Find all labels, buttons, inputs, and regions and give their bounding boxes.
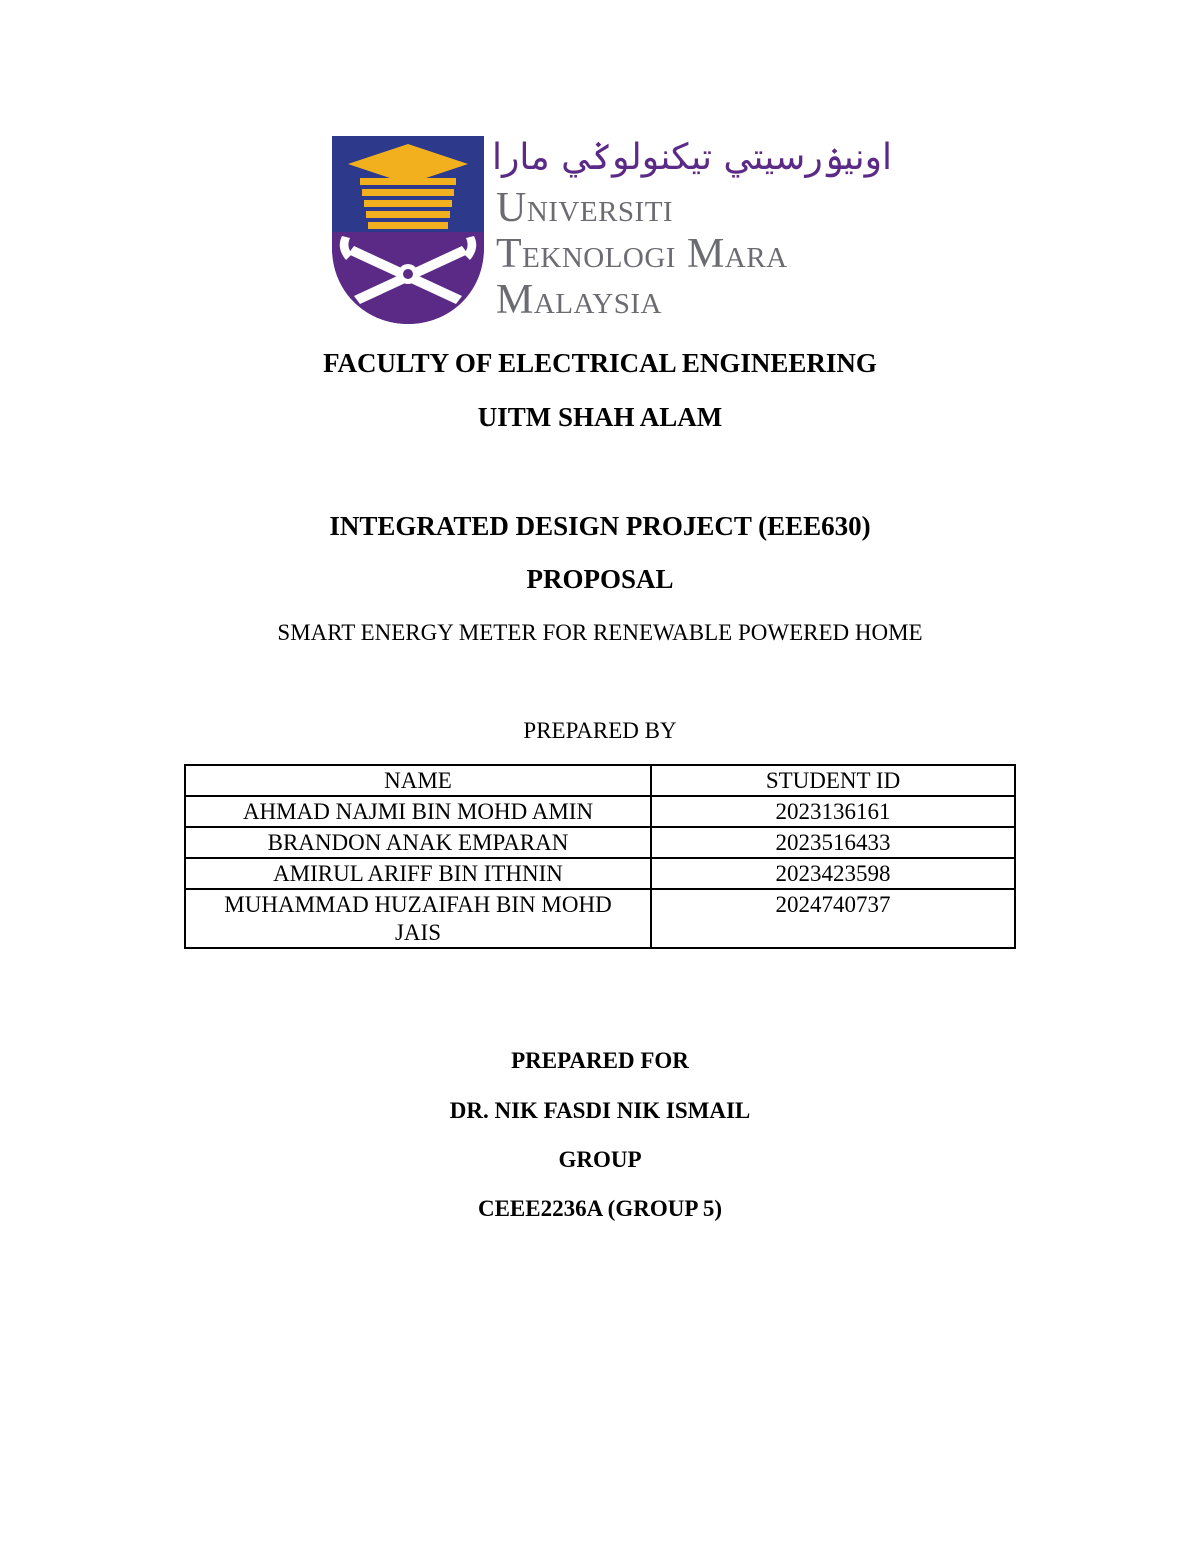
table-row	[185, 889, 1015, 948]
table-row	[185, 796, 1015, 827]
university-logo	[332, 136, 893, 326]
project-title: SMART ENERGY METER FOR RENEWABLE POWERED HOME	[277, 620, 923, 645]
prepared-for-label: PREPARED FOR	[511, 1048, 689, 1073]
logo-text-line3: Malaysia	[496, 277, 662, 323]
table-header-row	[185, 765, 1015, 796]
table-row	[185, 858, 1015, 889]
member-name: BRANDON ANAK EMPARAN	[185, 827, 651, 858]
doc-type-heading: PROPOSAL	[526, 564, 674, 594]
uitm-crest-icon	[332, 136, 484, 324]
campus-heading: UITM SHAH ALAM	[477, 402, 723, 432]
student-id-column-header: STUDENT ID	[651, 765, 1015, 796]
group-label: GROUP	[558, 1147, 642, 1172]
member-student-id: 2023136161	[651, 796, 1015, 827]
member-student-id: 2023423598	[651, 858, 1015, 889]
logo-text-line1: Universiti	[496, 185, 674, 231]
group-value: CEEE2236A (GROUP 5)	[477, 1196, 723, 1221]
logo-jawi-text: اونيۏرسيتي تيكنولوݢي مارا	[492, 137, 893, 178]
member-name: AHMAD NAJMI BIN MOHD AMIN	[185, 796, 651, 827]
prepared-by-label: PREPARED BY	[523, 718, 677, 743]
member-name: AMIRUL ARIFF BIN ITHNIN	[185, 858, 651, 889]
member-student-id: 2024740737	[651, 889, 1015, 948]
lecturer-name: DR. NIK FASDI NIK ISMAIL	[449, 1098, 751, 1123]
name-column-header: NAME	[185, 765, 651, 796]
logo-text-line2: Teknologi Mara	[496, 231, 788, 277]
course-heading: INTEGRATED DESIGN PROJECT (EEE630)	[329, 511, 871, 541]
member-name: MUHAMMAD HUZAIFAH BIN MOHD JAIS	[185, 889, 651, 948]
member-student-id: 2023516433	[651, 827, 1015, 858]
members-table	[184, 764, 1016, 949]
faculty-heading: FACULTY OF ELECTRICAL ENGINEERING	[323, 348, 877, 378]
table-row	[185, 827, 1015, 858]
